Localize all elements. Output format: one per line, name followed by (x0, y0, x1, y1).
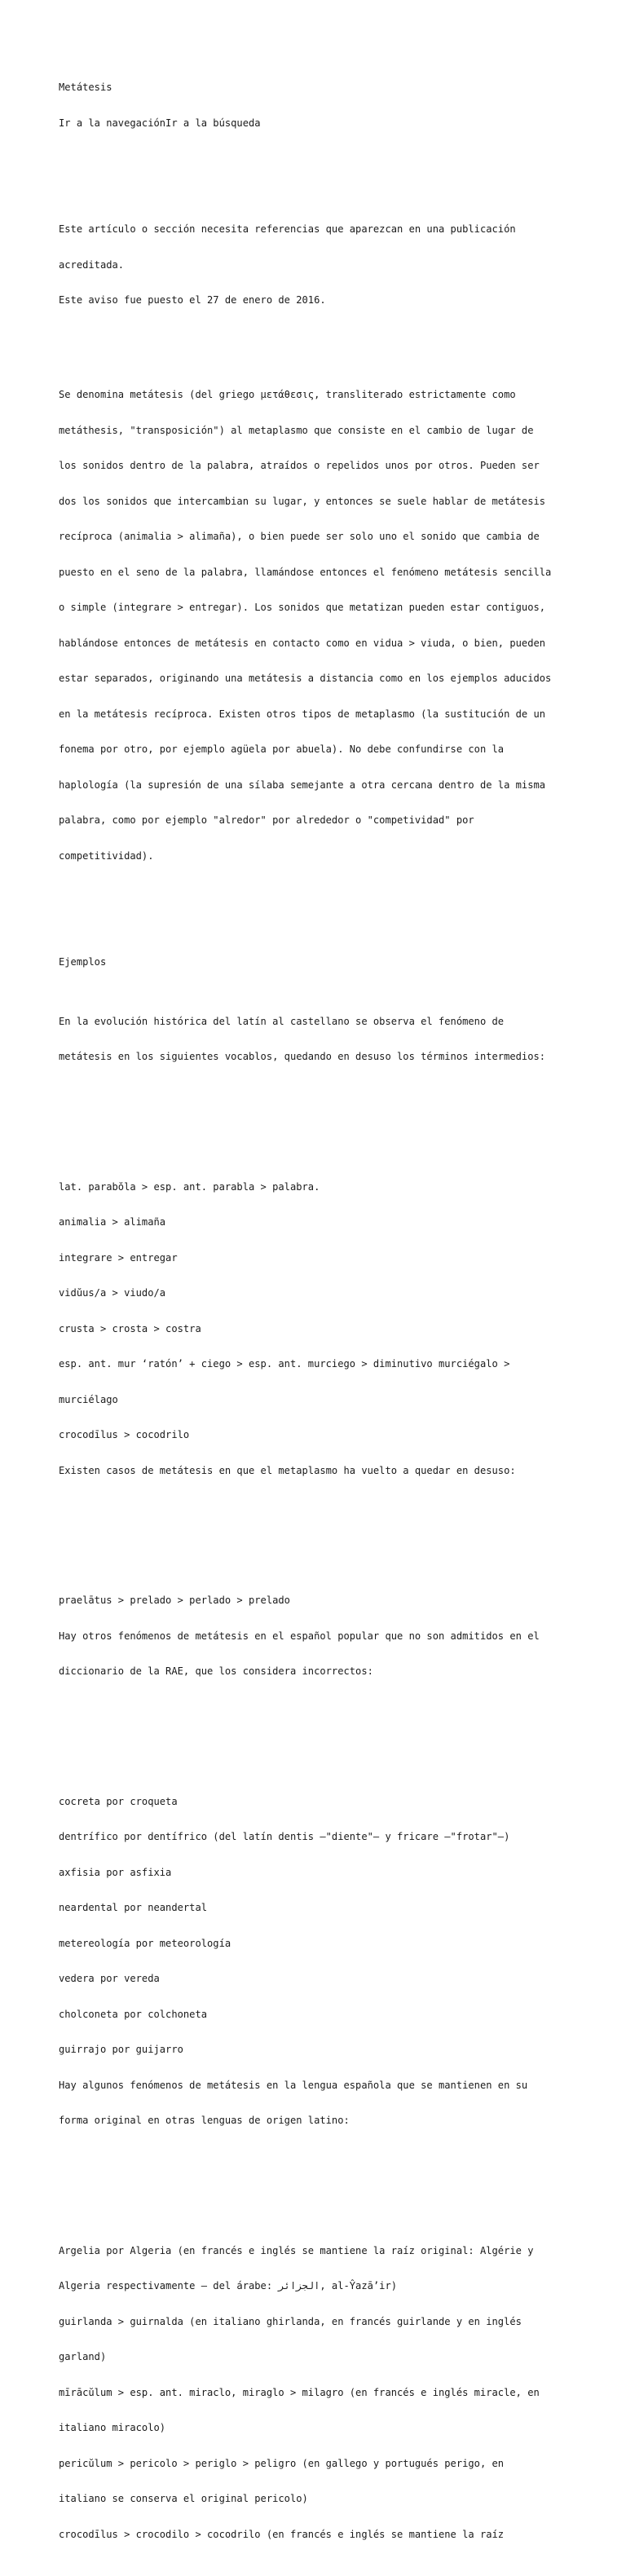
paragraph-line: diccionario de la RAE, que los considera incorrectos: (59, 1665, 373, 1677)
intro-line: Se denomina metátesis (del griego μετάθεσις, transliterado estrictamente como (59, 389, 516, 400)
list-item: crusta > crosta > costra (59, 1322, 201, 1334)
incorrect-forms-list (59, 1772, 589, 2150)
list-item: vedera por vereda (59, 1973, 160, 1984)
intro-paragraph (59, 365, 589, 885)
list-item: guirrajo por guijarro (59, 2044, 183, 2055)
document-page (59, 58, 589, 2576)
paragraph-line: Existen casos de metátesis en que el metaplasmo ha vuelto a quedar en desuso: (59, 1464, 516, 1476)
disuse-list (59, 1571, 589, 1701)
spacer (59, 2174, 589, 2186)
examples-list (59, 1158, 589, 1501)
list-item: esp. ant. mur ‘ratón’ + ciego > esp. ant. murciego > diminutivo murciégalo > (59, 1358, 510, 1370)
list-item: garland) (59, 2351, 107, 2362)
intro-line: fonema por otro, por ejemplo agüela por abuela). No debe confundirse con la (59, 743, 505, 755)
paragraph-line: forma original en otras lenguas de origen latino: (59, 2115, 350, 2126)
notice-line: Este artículo o sección necesita referencias que aparezcan en una publicación (59, 223, 516, 235)
intro-line: metáthesis, "transposición") al metaplasmo que consiste en el cambio de lugar de (59, 424, 534, 436)
references-notice (59, 200, 589, 330)
intro-line: estar separados, originando una metátesis a distancia como en los ejemplos aducidos (59, 673, 552, 684)
intro-line: palabra, como por ejemplo "alredor" por alrededor o "competividad" por (59, 814, 474, 826)
notice-line: acreditada. (59, 258, 125, 271)
intro-line: haplología (la supresión de una sílaba semejante a otra cercana dentro de la misma (59, 779, 546, 791)
intro-line: o simple (integrare > entregar). Los sonidos que metatizan pueden estar contiguos, (59, 602, 546, 613)
original-forms-list (59, 2221, 589, 2565)
notice-line: Este aviso fue puesto el 27 de enero de 2016. (59, 294, 326, 306)
intro-line: hablándose entonces de metátesis en contacto como en vidua > viuda, o bien, pueden (59, 637, 546, 649)
list-item: italiano miracolo) (59, 2422, 166, 2433)
intro-line: recíproca (animalia > alimaña), o bien puede ser solo uno el sonido que cambia de (59, 531, 540, 542)
intro-line: dos los sonidos que intercambian su lugar, y entonces se suele hablar de metátesis (59, 495, 546, 507)
list-item: axfisia por asfixia (59, 1866, 172, 1878)
section-heading-examples: Ejemplos (59, 956, 107, 968)
list-item: guirlanda > guirnalda (en italiano ghirlanda, en francés guirlande y en inglés (59, 2315, 522, 2327)
list-item: Argelia por Algeria (en francés e inglés se mantiene la raíz original: Algérie y (59, 2244, 534, 2256)
examples-intro-line: En la evolución histórica del latín al castellano se observa el fenómeno de (59, 1015, 505, 1027)
list-item: crocodīlus > cocodrilo (59, 1429, 190, 1440)
examples-intro (59, 992, 589, 1087)
intro-line: competitividad). (59, 849, 154, 862)
spacer (59, 152, 589, 165)
spacer (59, 909, 589, 921)
paragraph-line: Hay algunos fenómenos de metátesis en la lengua española que se mantienen en su (59, 2079, 528, 2091)
article-title: Metátesis (59, 82, 112, 93)
spacer (59, 1110, 589, 1123)
list-item: Algeria respectivamente – del árabe: الجزائر, al-Ŷazā’ir) (59, 2280, 398, 2291)
list-item: integrare > entregar (59, 1251, 178, 1264)
paragraph-line: Hay otros fenómenos de metátesis en el español popular que no son admitidos en el (59, 1630, 540, 1642)
list-item: lat. parabŏla > esp. ant. parabla > palabra. (59, 1180, 320, 1193)
intro-line: los sonidos dentro de la palabra, atraídos o repelidos unos por otros. Pueden ser (59, 460, 540, 471)
list-item: mīrācŭlum > esp. ant. miraclo, miraglo > milagro (en francés e inglés miracle, en (59, 2386, 540, 2398)
list-item: pericŭlum > pericolo > periglo > peligro (en gallego y portugués perigo, en (59, 2457, 505, 2469)
spacer (59, 1524, 589, 1536)
intro-line: puesto en el seno de la palabra, llamándose entonces el fenómeno metátesis sencilla (59, 566, 552, 578)
intro-line: en la metátesis recíproca. Existen otros tipos de metaplasmo (la sustitución de un (59, 708, 546, 720)
examples-intro-line: metátesis en los siguientes vocablos, quedando en desuso los términos intermedios: (59, 1051, 546, 1062)
skip-navigation-links[interactable]: Ir a la navegaciónIr a la búsqueda (59, 117, 261, 129)
list-item: cholconeta por colchoneta (59, 2008, 208, 2020)
list-item: crocodīlus > crocodilo > cocodrilo (en francés e inglés se mantiene la raíz (59, 2528, 505, 2540)
list-item: italiano se conserva el original pericolo) (59, 2493, 308, 2504)
list-item: praelātus > prelado > perlado > prelado (59, 1595, 290, 1606)
spacer (59, 1725, 589, 1737)
list-item: murciélago (59, 1393, 118, 1405)
list-item: dentrífico por dentífrico (del latín dentis –"diente"– y fricare –"frotar"–) (59, 1831, 510, 1842)
list-item: cocreta por croqueta (59, 1795, 178, 1807)
list-item: animalia > alimaña (59, 1216, 166, 1228)
list-item: vidŭus/a > viudo/a (59, 1287, 166, 1299)
list-item: neardental por neandertal (59, 1902, 208, 1913)
list-item: metereología por meteorología (59, 1937, 231, 1949)
